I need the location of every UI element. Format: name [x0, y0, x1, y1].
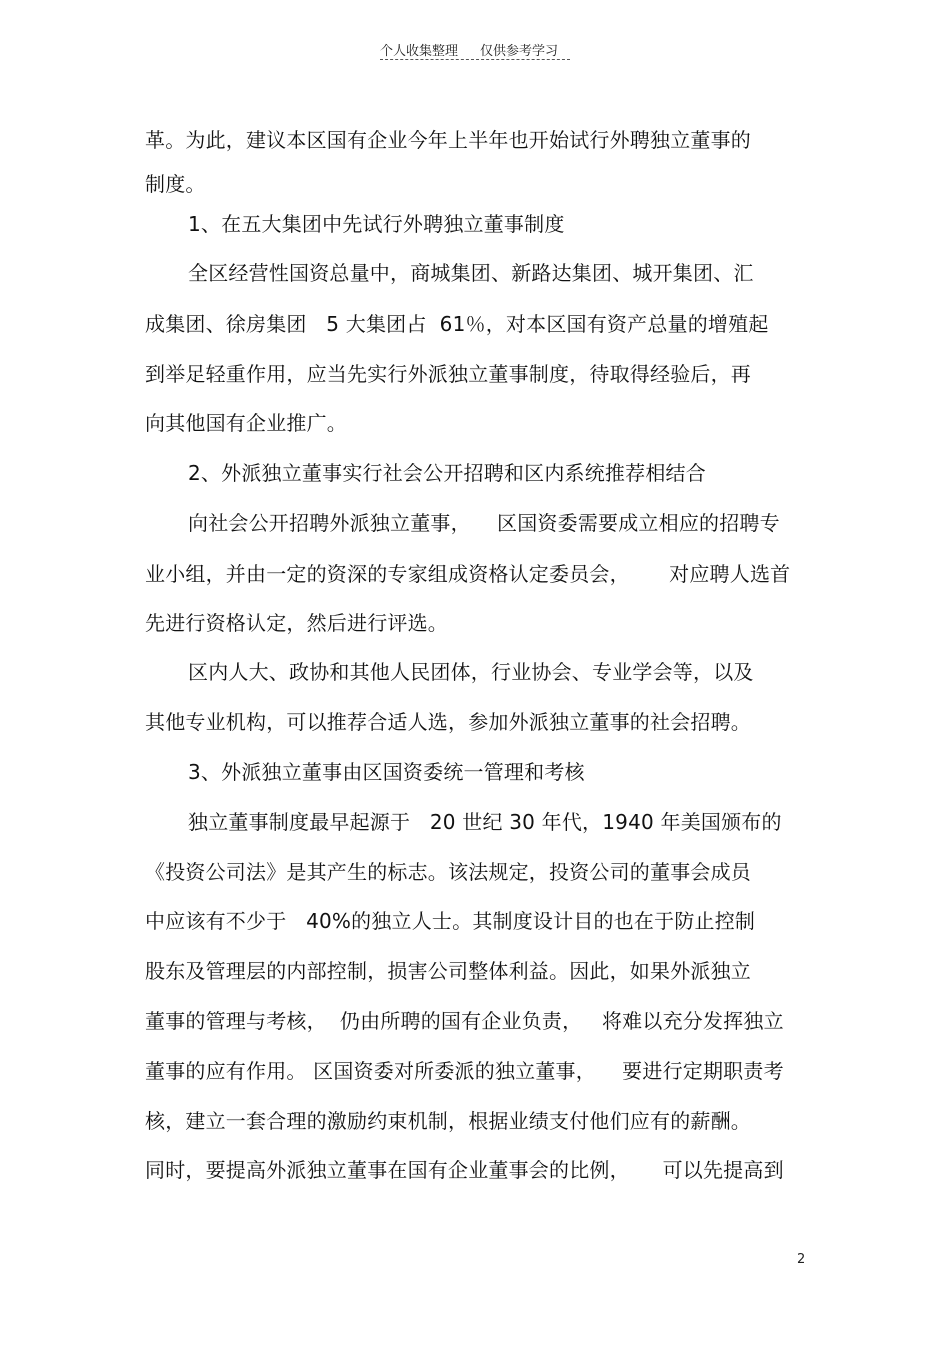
section-heading: 1、在五大集团中先试行外聘独立董事制度: [188, 212, 565, 236]
body-line: 中应该有不少于 40%的独立人士。其制度设计目的也在于防止控制: [145, 909, 756, 933]
header-underline: [380, 59, 570, 60]
body-line: 业小组，并由一定的资深的专家组成资格认定委员会， 对应聘人选首: [145, 562, 791, 586]
paragraph-first-line: 向社会公开招聘外派独立董事， 区国资委需要成立相应的招聘专: [188, 511, 780, 535]
section-heading: 2、外派独立董事实行社会公开招聘和区内系统推荐相结合: [188, 461, 706, 485]
body-line: 核，建立一套合理的激励约束机制，根据业绩支付他们应有的薪酬。: [145, 1109, 751, 1133]
page-number: 2: [797, 1252, 806, 1267]
header-left-text: 个人收集整理: [380, 44, 459, 59]
body-line: 董事的管理与考核， 仍由所聘的国有企业负责， 将难以充分发挥独立: [145, 1009, 784, 1033]
body-line: 成集团、徐房集团 5 大集团占 61％，对本区国有资产总量的增殖起: [145, 312, 769, 336]
paragraph-first-line: 独立董事制度最早起源于 20 世纪 30 年代，1940 年美国颁布的: [188, 810, 782, 834]
body-line: 《投资公司法》是其产生的标志。该法规定，投资公司的董事会成员: [145, 860, 751, 884]
header-right-text: 仅供参考学习: [480, 44, 559, 59]
body-line: 到举足轻重作用，应当先实行外派独立董事制度，待取得经验后，再: [145, 362, 751, 386]
body-line: 董事的应有作用。 区国资委对所委派的独立董事， 要进行定期职责考: [145, 1059, 784, 1083]
paragraph-first-line: 区内人大、政协和其他人民团体，行业协会、专业学会等，以及: [188, 660, 754, 684]
section-heading: 3、外派独立董事由区国资委统一管理和考核: [188, 760, 585, 784]
body-line: 制度。: [145, 172, 206, 196]
body-line: 革。为此，建议本区国有企业今年上半年也开始试行外聘独立董事的: [145, 128, 751, 152]
body-line: 股东及管理层的内部控制，损害公司整体利益。因此，如果外派独立: [145, 959, 751, 983]
body-line: 先进行资格认定，然后进行评选。: [145, 611, 448, 635]
page-header: [380, 38, 570, 60]
body-line: 向其他国有企业推广。: [145, 411, 347, 435]
body-line: 其他专业机构，可以推荐合适人选，参加外派独立董事的社会招聘。: [145, 710, 751, 734]
paragraph-first-line: 全区经营性国资总量中，商城集团、新路达集团、城开集团、汇: [188, 261, 754, 285]
body-line: 同时，要提高外派独立董事在国有企业董事会的比例， 可以先提高到: [145, 1158, 784, 1182]
